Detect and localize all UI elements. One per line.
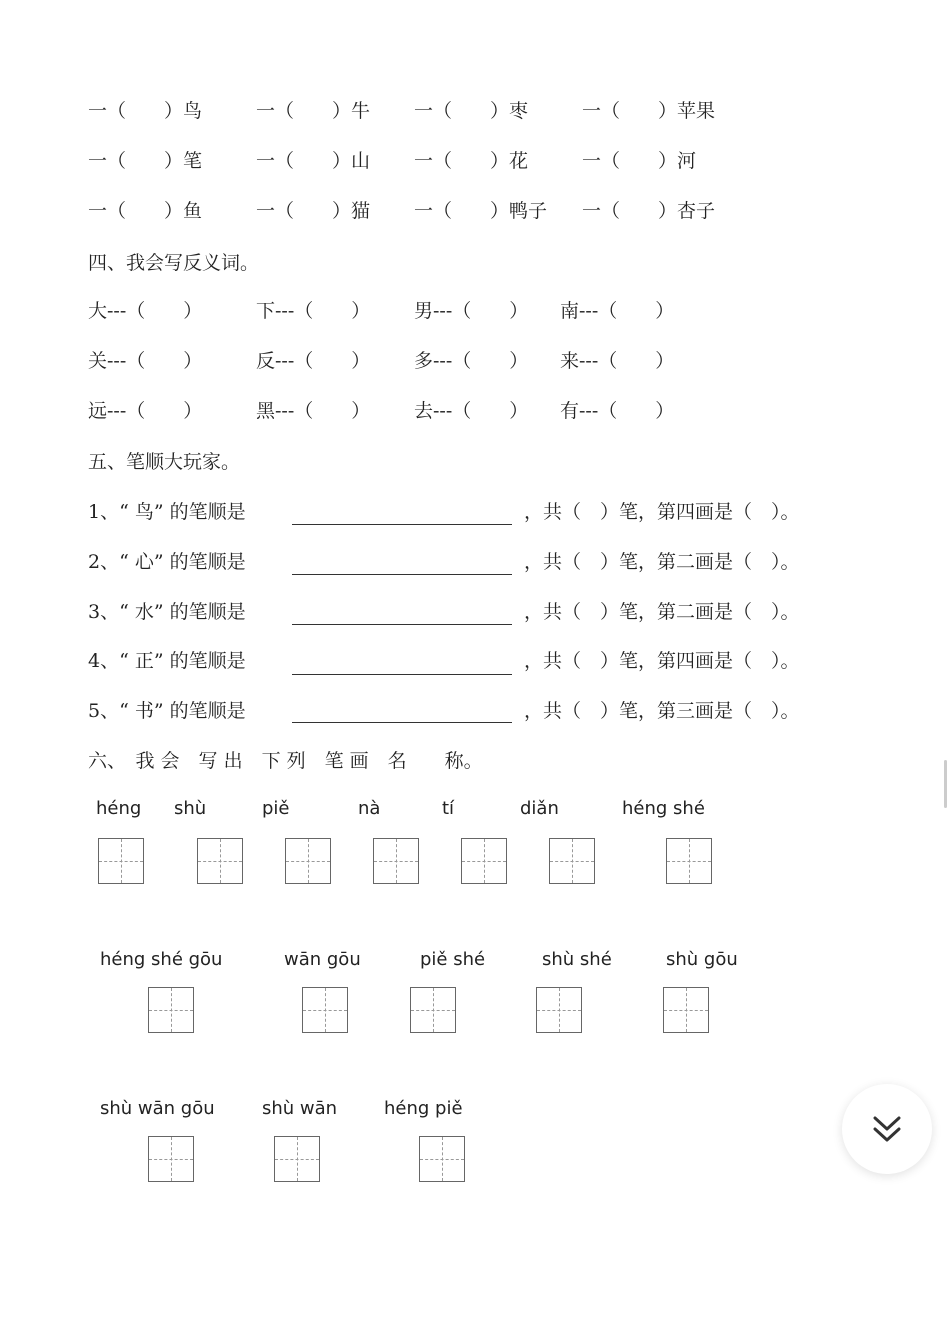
pinyin-label: diǎn [520,798,559,819]
writing-grid-box[interactable] [197,838,243,884]
stroke-order-prefix: 1、“ 鸟” 的笔顺是 [88,501,246,523]
writing-grid-box[interactable] [549,838,595,884]
pinyin-label: nà [358,798,381,819]
pinyin-label: héng piě [384,1098,463,1119]
measure-word-item: 一（ ）杏子 [582,200,716,222]
writing-grid-box[interactable] [663,987,709,1033]
pinyin-label: piě [262,798,290,819]
writing-grid-box[interactable] [461,838,507,884]
antonym-item: 远---（ ） [88,400,203,422]
antonym-item: 大---（ ） [88,300,203,322]
writing-grid-box[interactable] [148,987,194,1033]
writing-grid-box[interactable] [302,987,348,1033]
writing-grid-box[interactable] [666,838,712,884]
measure-word-item: 一（ ）苹果 [582,100,716,122]
double-chevron-down-icon [870,1112,904,1146]
antonym-item: 黑---（ ） [256,400,371,422]
pinyin-label: héng shé gōu [100,949,223,970]
pinyin-label: wān gōu [284,949,361,970]
pinyin-label: shù wān gōu [100,1098,215,1119]
pinyin-label: shù wān [262,1098,338,1119]
writing-grid-box[interactable] [98,838,144,884]
antonym-item: 南---（ ） [560,300,675,322]
pinyin-label: héng shé [622,798,705,819]
antonym-item: 去---（ ） [414,400,529,422]
writing-grid-box[interactable] [419,1136,465,1182]
section-heading-stroke-names: 六、 我 会 写 出 下 列 笔 画 名 称。 [88,750,483,772]
stroke-order-suffix: ，共（ ）笔，第四画是（ ）。 [524,650,800,672]
writing-grid-box[interactable] [148,1136,194,1182]
section-heading-antonyms: 四、我会写反义词。 [88,252,260,274]
pinyin-row [0,798,950,822]
writing-grid-box[interactable] [274,1136,320,1182]
stroke-order-suffix: ，共（ ）笔，第二画是（ ）。 [524,601,800,623]
pinyin-label: shù shé [542,949,612,970]
pinyin-label: shù [174,798,207,819]
pinyin-row [0,1098,950,1122]
measure-word-item: 一（ ）牛 [256,100,371,122]
measure-word-item: 一（ ）花 [414,150,529,172]
writing-grid-box[interactable] [536,987,582,1033]
measure-word-item: 一（ ）山 [256,150,371,172]
antonym-item: 下---（ ） [256,300,371,322]
stroke-order-prefix: 4、“ 正” 的笔顺是 [88,650,246,672]
stroke-order-prefix: 5、“ 书” 的笔顺是 [88,700,246,722]
pinyin-label: shù gōu [666,949,738,970]
section-heading-stroke-order: 五、笔顺大玩家。 [88,451,241,473]
writing-grid-box[interactable] [285,838,331,884]
antonym-item: 有---（ ） [560,400,675,422]
measure-word-item: 一（ ）鱼 [88,200,203,222]
pinyin-row [0,949,950,973]
answer-blank[interactable] [292,722,512,723]
antonym-item: 来---（ ） [560,350,675,372]
measure-word-item: 一（ ）笔 [88,150,203,172]
pinyin-label: piě shé [420,949,486,970]
stroke-order-suffix: ，共（ ）笔，第三画是（ ）。 [524,700,800,722]
pinyin-label: tí [442,798,455,819]
measure-word-item: 一（ ）鸭子 [414,200,548,222]
stroke-order-suffix: ，共（ ）笔，第二画是（ ）。 [524,551,800,573]
measure-word-item: 一（ ）鸟 [88,100,203,122]
stroke-order-prefix: 3、“ 水” 的笔顺是 [88,601,246,623]
scroll-down-button[interactable] [842,1084,932,1174]
measure-word-item: 一（ ）猫 [256,200,371,222]
antonym-item: 反---（ ） [256,350,371,372]
writing-grid-box[interactable] [410,987,456,1033]
stroke-order-suffix: ，共（ ）笔，第四画是（ ）。 [524,501,800,523]
measure-word-item: 一（ ）枣 [414,100,529,122]
pinyin-label: héng [96,798,142,819]
antonym-item: 关---（ ） [88,350,203,372]
writing-grid-box[interactable] [373,838,419,884]
answer-blank[interactable] [292,574,512,575]
stroke-order-prefix: 2、“ 心” 的笔顺是 [88,551,246,573]
antonym-item: 男---（ ） [414,300,529,322]
measure-word-item: 一（ ）河 [582,150,697,172]
antonym-item: 多---（ ） [414,350,529,372]
answer-blank[interactable] [292,624,512,625]
answer-blank[interactable] [292,524,512,525]
scrollbar-thumb[interactable] [944,760,947,808]
answer-blank[interactable] [292,674,512,675]
